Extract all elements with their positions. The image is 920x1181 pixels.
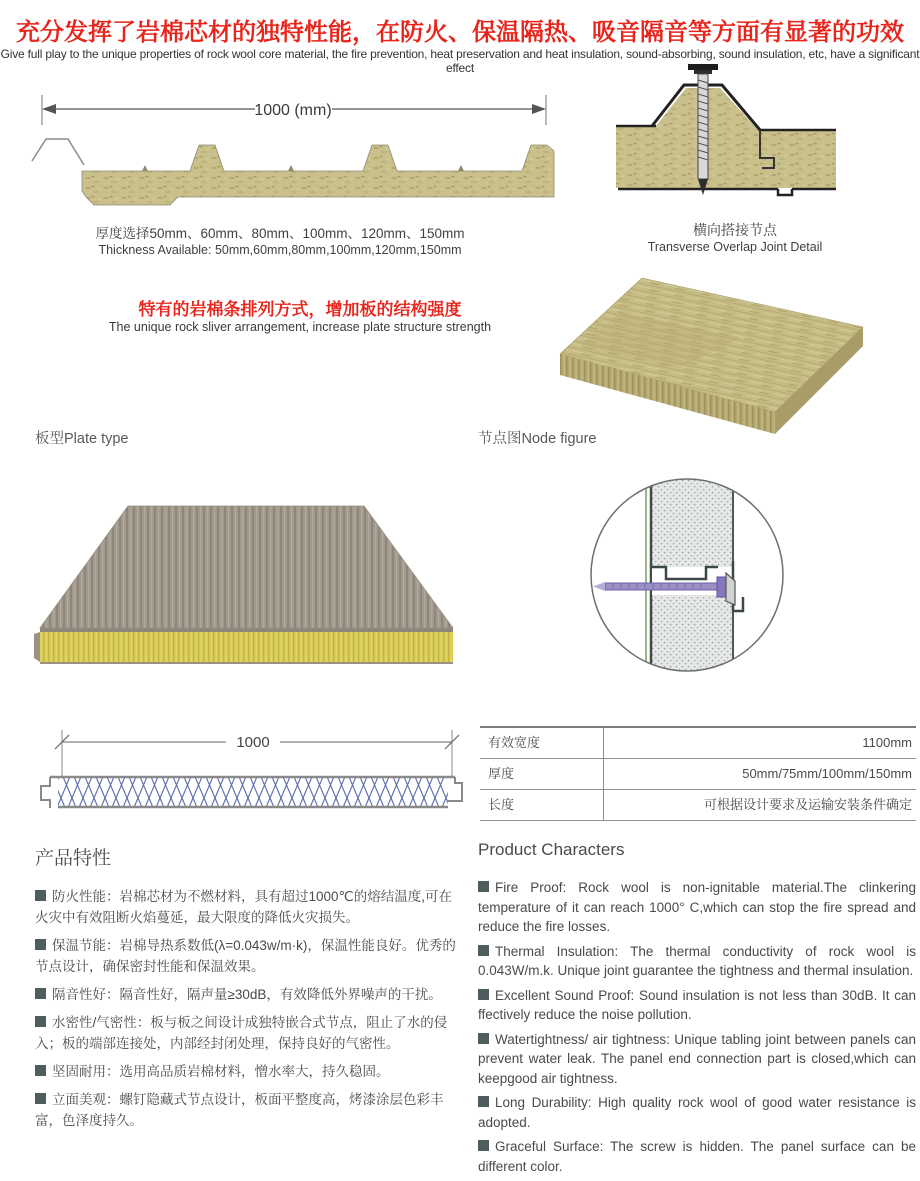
- page-title: 充分发挥了岩棉芯材的独特性能，在防火、保温隔热、吸音隔音等方面有显著的功效: [16, 19, 904, 46]
- bullet-square-icon: [478, 1096, 489, 1107]
- table-row: [480, 728, 916, 759]
- feature-item: 隔音性好：隔音性好，隔声量≥30dB，有效降低外界噪声的干扰。: [35, 984, 460, 1005]
- spec-label: 厚度: [480, 759, 604, 789]
- character-item: Excellent Sound Proof: Sound insulation is not less than 30dB. It can ffectively reduce the noise pollution.: [478, 987, 916, 1022]
- spec-label: 长度: [480, 790, 604, 820]
- thickness-caption-cn: 厚度选择50mm、60mm、80mm、100mm、120mm、150mm: [95, 226, 465, 241]
- joint-caption-cn: 横向搭接节点: [693, 222, 777, 238]
- bullet-square-icon: [35, 988, 46, 999]
- spec-value: 1100mm: [862, 735, 912, 750]
- character-item: Watertightness/ air tightness: Unique tabling joint between panels can prevent water leak. The panel end connection part is closed,which can keepgood air tightness.: [478, 1031, 916, 1086]
- overlap-joint-drawing: [608, 62, 843, 207]
- dimension-1000: [55, 730, 459, 776]
- feature-item: 坚固耐用：选用高品质岩棉材料，憎水率大，持久稳固。: [35, 1061, 460, 1082]
- thickness-caption-en: Thickness Available: 50mm,60mm,80mm,100mm,120mm,150mm: [98, 243, 462, 257]
- bullet-square-icon: [35, 1093, 46, 1104]
- wall-panel-image: [28, 478, 463, 713]
- bullet-square-icon: [35, 1065, 46, 1076]
- feature-item: 保温节能：岩棉导热系数低(λ=0.043w/m·k)，保温性能良好。优秀的节点设计，确保密封性能和保温效果。: [35, 938, 456, 974]
- table-row: [480, 759, 916, 790]
- panel-left-lip-outline: [32, 139, 84, 165]
- character-item: Long Durability: High quality rock wool of good water resistance is adopted.: [478, 1095, 916, 1130]
- bullet-square-icon: [35, 890, 46, 901]
- features-heading: 产品特性: [35, 848, 112, 869]
- character-item: Fire Proof: Rock wool is non-ignitable material.The clinkering temperature of it can reach 1000° C,which can stop the fire spread and reduce the fire losses.: [478, 880, 916, 934]
- bullet-square-icon: [478, 1033, 489, 1044]
- sliver-note-title: 特有的岩棉条排列方式，增加板的结构强度: [138, 300, 462, 319]
- table-row: [480, 790, 916, 821]
- spec-value: 50mm/75mm/100mm/150mm: [742, 766, 912, 781]
- spec-value: 可根据设计要求及运输安装条件确定: [703, 797, 912, 812]
- characters-heading: Product Characters: [478, 840, 625, 859]
- character-item: Thermal Insulation: The thermal conductivity of rock wool is 0.043W/m.k. Unique joint guarantee the tightness and thermal insulation.: [478, 943, 916, 978]
- bullet-square-icon: [478, 881, 489, 892]
- spec-table: [480, 726, 916, 821]
- svg-text:1000: 1000: [236, 734, 270, 751]
- product-features-cn: [35, 843, 460, 1138]
- feature-item: 立面美观：螺钉隐藏式节点设计，板面平整度高，烤漆涂层色彩丰富，色泽度持久。: [35, 1092, 444, 1128]
- character-item: Graceful Surface: The screw is hidden. The panel surface can be different color.: [478, 1139, 916, 1174]
- heading-plate-type: 板型Plate type: [35, 431, 129, 447]
- heading-node-figure: 节点图Node figure: [478, 431, 597, 447]
- bullet-square-icon: [35, 1016, 46, 1027]
- node-figure-drawing: [585, 473, 790, 678]
- plate-section-drawing: [28, 720, 468, 820]
- rockwool-board-image: [560, 272, 875, 457]
- bullet-square-icon: [478, 945, 489, 956]
- bullet-square-icon: [478, 989, 489, 1000]
- svg-text:1000 (mm): 1000 (mm): [254, 102, 332, 119]
- dimension-1000mm: [42, 95, 546, 125]
- feature-item: 水密性/气密性：板与板之间设计成独特嵌合式节点，阻止了水的侵入；板的端部连接处，内部经封闭处理，保持良好的气密性。: [35, 1015, 448, 1051]
- feature-item: 防火性能：岩棉芯材为不燃材料，具有超过1000℃的熔结温度,可在火灾中有效阻断火焰蔓延，最大限度的降低火灾损失。: [35, 889, 452, 925]
- panel-body: [82, 145, 554, 205]
- product-characters-en: [478, 840, 916, 1181]
- bullet-square-icon: [35, 939, 46, 950]
- spec-label: 有效宽度: [480, 728, 604, 758]
- sliver-note-subtitle: The unique rock sliver arrangement, increase plate structure strength: [108, 320, 492, 334]
- joint-caption-en: Transverse Overlap Joint Detail: [647, 240, 823, 254]
- roof-panel-section-drawing: [30, 85, 575, 220]
- page-subtitle: Give full play to the unique properties of rock wool core material, the fire prevention, heat preservation and heat insulation, sound-absorbing, sound insulation, etc, have a significant effect: [0, 47, 920, 75]
- bullet-square-icon: [478, 1140, 489, 1151]
